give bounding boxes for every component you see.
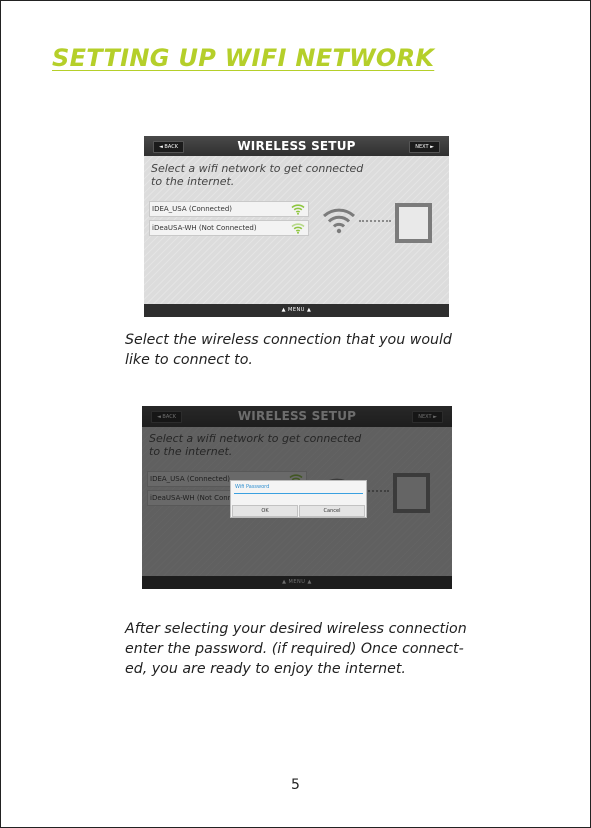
wifi-icon (291, 203, 305, 215)
wifi-password-dialog (230, 480, 367, 518)
input-underline (234, 493, 363, 494)
screen-title: WIRELESS SETUP (237, 139, 356, 153)
ok-button[interactable]: OK (232, 505, 298, 517)
caption-select-connection: Select the wireless connection that you would like to connect to. (125, 332, 452, 368)
setup-prompt: Select a wifi network to get connected to the internet. (151, 162, 364, 188)
menu-bar[interactable]: ▲ MENU ▲ (144, 304, 449, 317)
wireless-password-screenshot (142, 406, 452, 589)
network-name: iDeaUSA-WH (Not Connected) (152, 224, 257, 232)
password-placeholder: Wifi Password (235, 484, 270, 490)
page-number: 5 (291, 777, 300, 793)
next-button[interactable]: NEXT ► (409, 141, 440, 153)
network-item-idea-usa[interactable] (149, 201, 309, 217)
wifi-icon (291, 222, 305, 234)
top-bar (144, 136, 449, 156)
back-button[interactable]: ◄ BACK (153, 141, 184, 153)
cancel-button[interactable]: Cancel (299, 505, 365, 517)
password-input[interactable] (234, 494, 363, 502)
connection-dots (359, 220, 391, 222)
caption-enter-password: After selecting your desired wireless connection enter the password. (if required) Once connect-ed, you are ready to enjoy the internet. (125, 621, 467, 677)
photo-frame-icon (395, 203, 432, 243)
section-title: SETTING UP WIFI NETWORK (52, 44, 435, 72)
network-item-ideausa-wh[interactable] (149, 220, 309, 236)
network-name: IDEA_USA (Connected) (152, 205, 233, 213)
wifi-signal-icon (322, 206, 356, 234)
wireless-setup-screenshot (144, 136, 449, 317)
network-list (149, 201, 309, 239)
